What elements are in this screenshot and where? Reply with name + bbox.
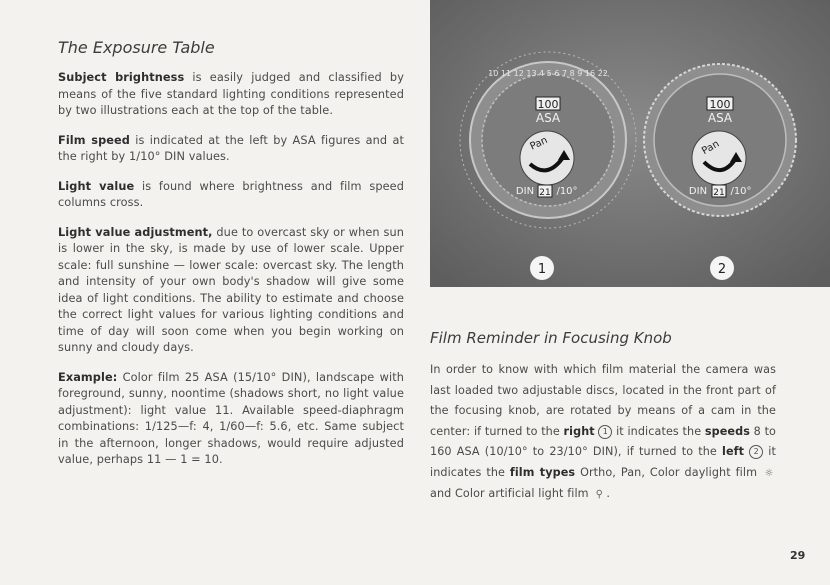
body-text: due to overcast sky or when sun is lower in the sky, is made by use of lower scale. Upper scale: full sunshine — lower scale: overcast sky. The length and intensity of your own body's shadow will give some idea of light conditions. The ability to estimate and choose the correct light values for various lighting conditions and time of day will soon come when you begin working on sunny and cloudy days. [58, 225, 404, 354]
body-text: Color film 25 ASA (15/10° DIN), landscape with foreground, sunny, noontime (shadows short, no light value adjustment): light value 11. Available speed-diaphragm combinations: 1/125—f: 4, 1/60—f: 5.6, etc. Same subject in the afternoon, longer shadows, would require adjusted value, perhaps 11 — 1 = 10. [58, 370, 404, 466]
emphasis-right: right [563, 424, 595, 438]
body-text: is indicated at the left by ASA figures and at the right by 1/10° DIN values. [58, 133, 404, 163]
paragraph-subject-brightness [58, 70, 404, 120]
artificial-light-lamp-icon: ⚲ [595, 489, 604, 500]
body-text: and Color artificial light film [430, 487, 593, 500]
term: Subject brightness [58, 71, 185, 84]
din-value: 21 [539, 188, 551, 198]
din-label: DIN [515, 186, 535, 197]
term: Film speed [58, 133, 130, 147]
asa-label: ASA [707, 111, 733, 125]
circled-number-1: 1 [598, 425, 612, 439]
asa-value: 100 [537, 98, 559, 111]
body-text: In order to know with which film material the camera was last loaded two adjustable discs, located in the front part of the focusing knob, are rotated by means of a cam in the center: if turned to the [430, 363, 776, 438]
page-number: 29 [790, 549, 806, 562]
pan-label: Pan [700, 138, 722, 158]
asa-label: ASA [535, 111, 561, 125]
knob-illustration [430, 0, 830, 287]
asa-value: 100 [709, 98, 731, 111]
emphasis-film-types: film types [509, 465, 576, 479]
body-text: . [606, 487, 610, 500]
knob-2 [644, 64, 796, 216]
paragraph-light-value-adjustment [58, 225, 404, 357]
din-suffix: /10° [556, 186, 578, 197]
daylight-sun-icon: ☼ [764, 467, 774, 479]
left-heading: The Exposure Table [58, 38, 215, 57]
marker-1-label: 1 [537, 262, 547, 277]
emphasis-speeds: speeds [704, 424, 750, 438]
din-label: DIN [688, 186, 708, 197]
paragraph-example [58, 370, 404, 469]
body-text: Ortho, Pan, Color daylight film [575, 465, 762, 479]
term: Light value adjustment, [58, 225, 213, 239]
term: Example: [58, 370, 118, 384]
body-text: 8 to 160 ASA (10/10° to 23/10° DIN), if turned to the [430, 424, 776, 458]
emphasis-left: left [722, 445, 745, 458]
pan-label: Pan [528, 134, 550, 153]
marker-2-label: 2 [717, 262, 727, 277]
focusing-knob-photo [430, 0, 830, 287]
paragraph-light-value [58, 179, 404, 212]
din-value: 21 [713, 188, 725, 198]
term: Light value [58, 179, 135, 193]
film-reminder-text [430, 360, 776, 506]
body-text: is found where brightness and film speed columns cross. [58, 179, 404, 209]
din-suffix: /10° [730, 186, 752, 197]
paragraph-film-speed [58, 133, 404, 166]
distance-scale: 10 11 12 13 4 5 6 7 8 9 16 22 [488, 69, 608, 78]
circled-number-2: 2 [749, 445, 763, 459]
body-text: it indicates the [430, 445, 776, 479]
right-heading: Film Reminder in Focusing Knob [430, 329, 672, 347]
body-text: it indicates the [612, 424, 705, 438]
exposure-table-text [58, 70, 404, 482]
body-text: is easily judged and classified by means of the five standard lighting conditions represented by two illustrations each at the top of the table. [58, 71, 404, 117]
